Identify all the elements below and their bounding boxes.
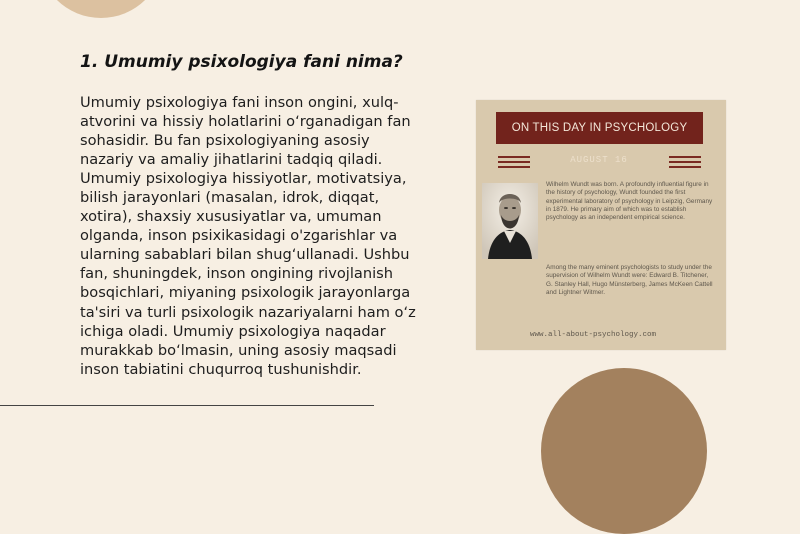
on-this-day-card: [476, 100, 726, 350]
slide-body-text: Umumiy psixologiya fani inson ongini, xulq-atvorini va hissiy holatlarini o‘rganadigan fan sohasidir. Bu fan psixologiyaning asosiy nazariy va amaliy jihatlarini tadqiq qiladi. Umumiy psixologiya hissiyotlar, motivatsiya, bilish jarayonlari (masalan, idrok, diqqat, xotira), shaxsiy xususiyatlar va, umuman olganda, inson psixikasidagi o'zgarishlar va ularning sabablari bilan shug‘ullanadi. Ushbu fan, shuningdek, inson ongining rivojlanish bosqichlari, miyaning psixologik jarayonlarga ta'siri va turli psixologik nazariyalarni ham o‘z ichiga oladi. Umumiy psixologiya naqadar murakkab bo‘lmasin, uning asosiy maqsadi inson tabiatini chuqurroq tushunishdir.: [80, 94, 416, 378]
slide-heading: 1. Umumiy psixologiya fani nima?: [80, 52, 403, 72]
decorative-circle-top: [38, 0, 164, 18]
card-banner: ON THIS DAY IN PSYCHOLOGY: [496, 112, 703, 144]
card-date: AUGUST 16: [570, 155, 628, 165]
decorative-circle-bottom: [541, 368, 707, 534]
card-bio-paragraph-1: Wilhelm Wundt was born. A profoundly influential figure in the history of psychology, Wundt founded the first experimental laboratory of psychology in Leipzig, Germany in 1879. He primary aim of which was to establish psychology as an independent empirical science.: [546, 181, 713, 222]
card-source-url: www.all-about-psychology.com: [530, 331, 657, 339]
card-bio-paragraph-2: Among the many eminent psychologists to study under the supervision of Wilhelm Wundt were: Edward B. Titchener, G. Stanley Hall, Hugo Münsterberg, James McKeen Cattell and Lightner Witmer.: [546, 264, 713, 296]
banner-stripes-right: [669, 156, 701, 171]
banner-stripes-left: [498, 156, 530, 171]
wundt-portrait-image: [482, 183, 538, 259]
divider-line: [0, 405, 374, 406]
